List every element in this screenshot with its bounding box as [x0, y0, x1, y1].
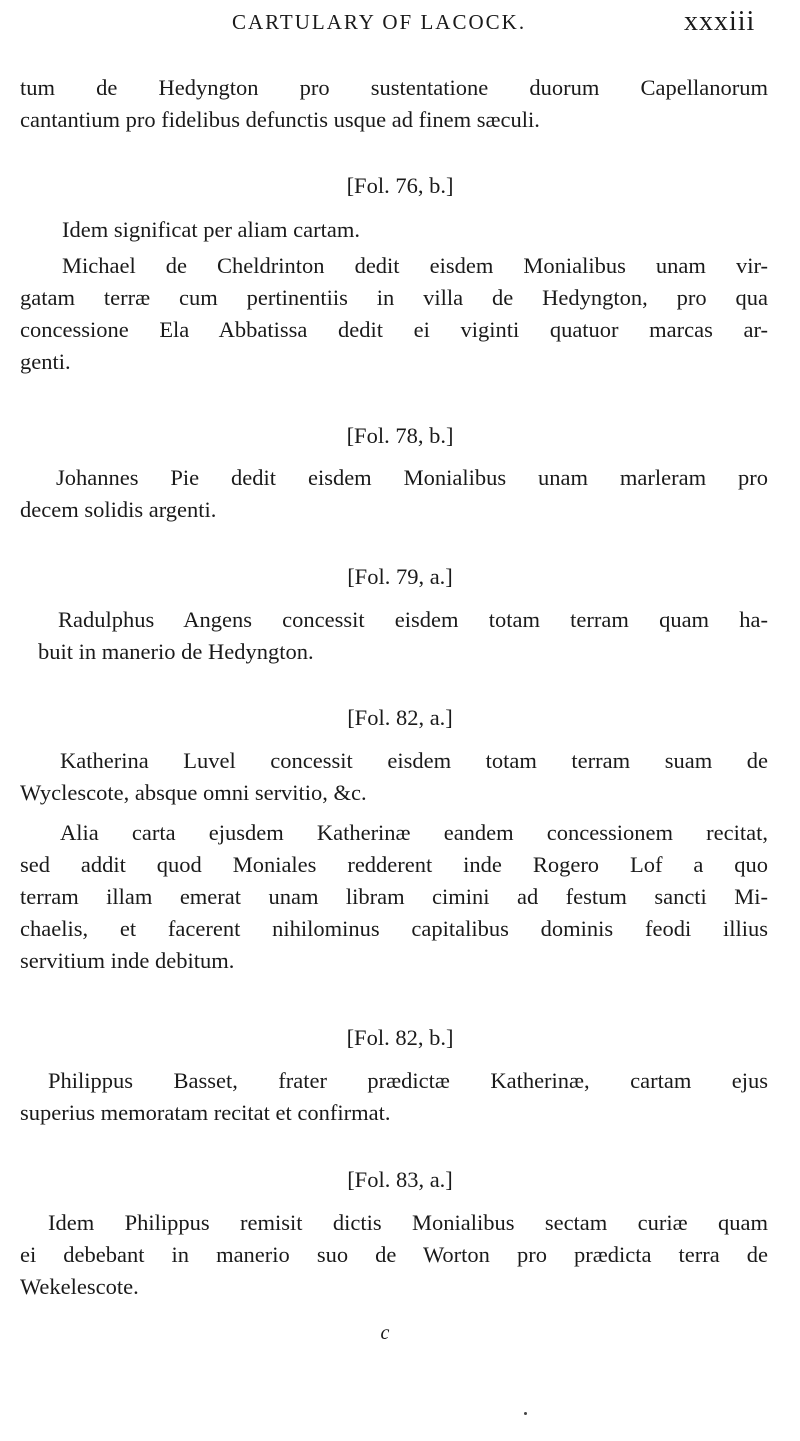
text-line: Wekelescote. [20, 1274, 139, 1299]
folio-reference: [Fol. 83, a.] [347, 1167, 453, 1192]
paragraph [20, 745, 768, 809]
text-line: cantantium pro fidelibus defunctis usque ad finem sæculi. [20, 107, 540, 132]
text-line: Alia carta ejusdem Katherinæ eandem concessionem recitat, [60, 820, 768, 845]
running-title: CARTULARY OF LACOCK. [232, 10, 527, 34]
print-speck [524, 1412, 527, 1415]
text-line: Philippus Basset, frater prædictæ Katherinæ, cartam ejus [48, 1068, 768, 1093]
paragraph [20, 1065, 768, 1129]
folio-reference: [Fol. 82, a.] [347, 705, 453, 730]
text-line: chaelis, et facerent nihilominus capitalibus dominis feodi illius [20, 916, 768, 941]
text-line: buit in manerio de Hedyngton. [38, 639, 314, 664]
text-line: Wyclescote, absque omni servitio, &c. [20, 780, 367, 805]
paragraph [20, 817, 768, 977]
text-line: ei debebant in manerio suo de Worton pro prædicta terra de [20, 1242, 768, 1267]
text-line: tum de Hedyngton pro sustentatione duorum Capellanorum [20, 75, 768, 100]
text-line: Idem Philippus remisit dictis Monialibus sectam curiæ quam [48, 1210, 768, 1235]
text-line: genti. [20, 349, 71, 374]
text-line: gatam terræ cum pertinentiis in villa de Hedyngton, pro qua [20, 285, 768, 310]
text-line: servitium inde debitum. [20, 948, 235, 973]
page-number: xxxiii [684, 6, 756, 37]
folio-reference: [Fol. 76, b.] [346, 173, 454, 198]
paragraph-continuation [20, 72, 768, 136]
text-line: Michael de Cheldrinton dedit eisdem Monialibus unam vir- [62, 253, 768, 278]
text-line: sed addit quod Moniales redderent inde Rogero Lof a quo [20, 852, 768, 877]
text-line: Johannes Pie dedit eisdem Monialibus unam marleram pro [56, 465, 768, 490]
paragraph [20, 214, 768, 246]
paragraph [20, 1207, 768, 1303]
signature-mark: c [380, 1322, 390, 1344]
text-line: Idem significat per aliam cartam. [62, 217, 360, 242]
folio-reference: [Fol. 79, a.] [347, 564, 453, 589]
running-head [0, 6, 800, 40]
text-line: superius memoratam recitat et confirmat. [20, 1100, 391, 1125]
folio-reference: [Fol. 78, b.] [346, 423, 454, 448]
text-line: concessione Ela Abbatissa dedit ei viginti quatuor marcas ar- [20, 317, 768, 342]
paragraph [20, 604, 768, 668]
text-line: decem solidis argenti. [20, 497, 217, 522]
paragraph [20, 462, 768, 526]
text-line: terram illam emerat unam libram cimini ad festum sancti Mi- [20, 884, 768, 909]
text-line: Radulphus Angens concessit eisdem totam terram quam ha- [58, 607, 768, 632]
folio-reference: [Fol. 82, b.] [346, 1025, 454, 1050]
paragraph [20, 250, 768, 378]
text-line: Katherina Luvel concessit eisdem totam terram suam de [60, 748, 768, 773]
